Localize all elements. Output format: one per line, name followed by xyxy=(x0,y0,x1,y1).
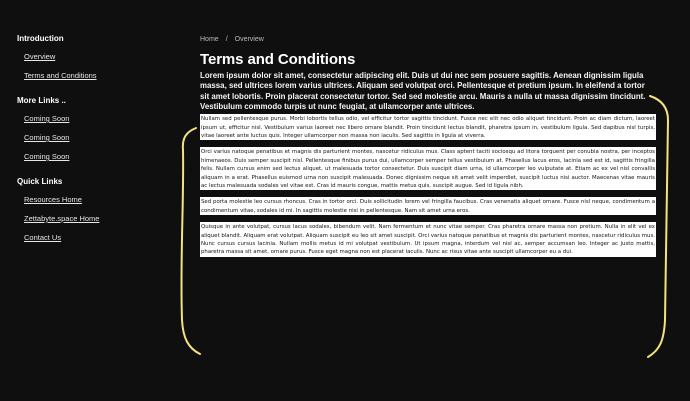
sidebar-link-coming-soon[interactable]: Coming Soon xyxy=(24,133,70,142)
sidebar-link-resources-home[interactable]: Resources Home xyxy=(24,195,82,204)
main-content xyxy=(200,36,656,264)
highlighted-paragraph: Quisque in ante volutpat, cursus lacus sodales, bibendum velit. Nam fermentum et nunc vitae semper. Cras pharetra ornare massa non pretium. Nulla in elit vel ex aliquet blandit. Aliquam erat volutpat. Aliquam suscipit eu leo sit amet suscipit. Orci varius natoque penatibus et magnis dis parturient montes, nascetur ridiculus mus. Nunc cursus cursus lacinia. Nullam mollis metus id mi volutpat vestibulum. Ut ipsum magna, interdum vel nisl ac, semper accumsan leo. Integer ac justo mattis, pharetra massa sit amet, ornare purus. Fusce eget magna non est placerat iaculis. Nunc ac risus vitae ante suscipit ullamcorper eu a dui. xyxy=(201,224,655,256)
sidebar-link-contact-us[interactable]: Contact Us xyxy=(24,233,62,242)
sidebar-link-coming-soon[interactable]: Coming Soon xyxy=(24,114,70,123)
sidebar-link-zettabyte-home[interactable]: Zettabyte.space Home xyxy=(24,214,100,223)
sidebar-link-terms[interactable]: Terms and Conditions xyxy=(24,71,97,80)
sidebar xyxy=(17,34,177,258)
highlighted-paragraph: Nullam sed pellentesque purus. Morbi lobortis tellus odio, vel efficitur tortor sagittis tincidunt. Fusce nec elit nec odio aliquet tincidunt. Proin ac diam dictum, laoreet ipsum ut, efficitur nisl. Vestibulum varius laoreet nec libero ornare blandit. Proin tincidunt lectus blandit, pharetra ipsum in, vestibulum ligula. Sed dapibus nisl turpis, vitae laoreet ante luctus quis. Integer ullamcorper non massa non iaculis. Sed sagittis in ligula at viverra. xyxy=(201,116,655,139)
breadcrumb-separator: / xyxy=(225,36,228,43)
highlighted-paragraph: Sed porta molestie leo cursus rhoncus. Cras in tortor orci. Duis sollicitudin lorem vel fringilla faucibus. Cras venenatis aliquet ornare. Fusce nisl neque, condimentum a condimentum vitae, sodales id mi. In sagittis molestie nisi in pellentesque. Nam sit amet urna eros. xyxy=(201,199,655,214)
sidebar-link-coming-soon[interactable]: Coming Soon xyxy=(24,152,70,161)
sidebar-section-more-links xyxy=(17,96,177,161)
page-title: Terms and Conditions xyxy=(200,51,356,68)
sidebar-section-quick-links xyxy=(17,177,177,242)
sidebar-link-overview[interactable]: Overview xyxy=(24,52,56,61)
sidebar-section-introduction xyxy=(17,34,177,80)
intro-paragraph: Lorem ipsum dolor sit amet, consectetur adipiscing elit. Duis ut dui nec sem posuere sagittis. Aenean dignissim ligula massa, sed ultrices lorem varius ultrices. Aliquam sed volutpat orci. Pellentesque et pretium ipsum. In eleifend a tortor sit amet lobortis. Proin placerat consectetur tortor. Sed sed molestie arcu. Mauris a nulla ut massa dignissim tincidunt. Vestibulum commodo turpis ut nunc feugiat, at ullamcorper ante ultrices. xyxy=(200,71,646,111)
breadcrumb-home[interactable]: Home xyxy=(200,36,219,43)
left-bracket-icon xyxy=(181,128,200,354)
breadcrumb xyxy=(200,36,656,43)
sidebar-heading: Introduction xyxy=(17,34,64,43)
breadcrumb-current[interactable]: Overview xyxy=(234,36,264,43)
sidebar-heading: More Links .. xyxy=(17,96,66,105)
highlighted-paragraph: Orci varius natoque penatibus et magnis dis parturient montes, nascetur ridiculus mus. Class aptent taciti sociosqu ad litora torquent per conubia nostra, per inceptos himenaeos. Duis semper suscipit nisl. Pellentesque finibus purus dui, ullamcorper semper tellus vestibulum at. Phasellus lacus eros, lacinia sed est id, sagittis fringilla felis. Nullam cursus enim sed lectus aliquet, ut malesuada tortor consectetur. Duis suscipit diam urna, id ullamcorper leo vulputate at. Etiam ac ex vel nisl convallis aliquam in a erat. Phasellus euismod urna non suscipit malesuada. Donec dignissim neque sit amet velit imperdiet, suscipit luctus nisi auctor. Maecenas vitae mauris ac lectus malesuada sodales vel vitae est. Cras id mauris congue, mattis metus quis, suscipit augue. Sed id ligula nibh. xyxy=(201,149,655,190)
sidebar-heading: Quick Links xyxy=(17,177,63,186)
